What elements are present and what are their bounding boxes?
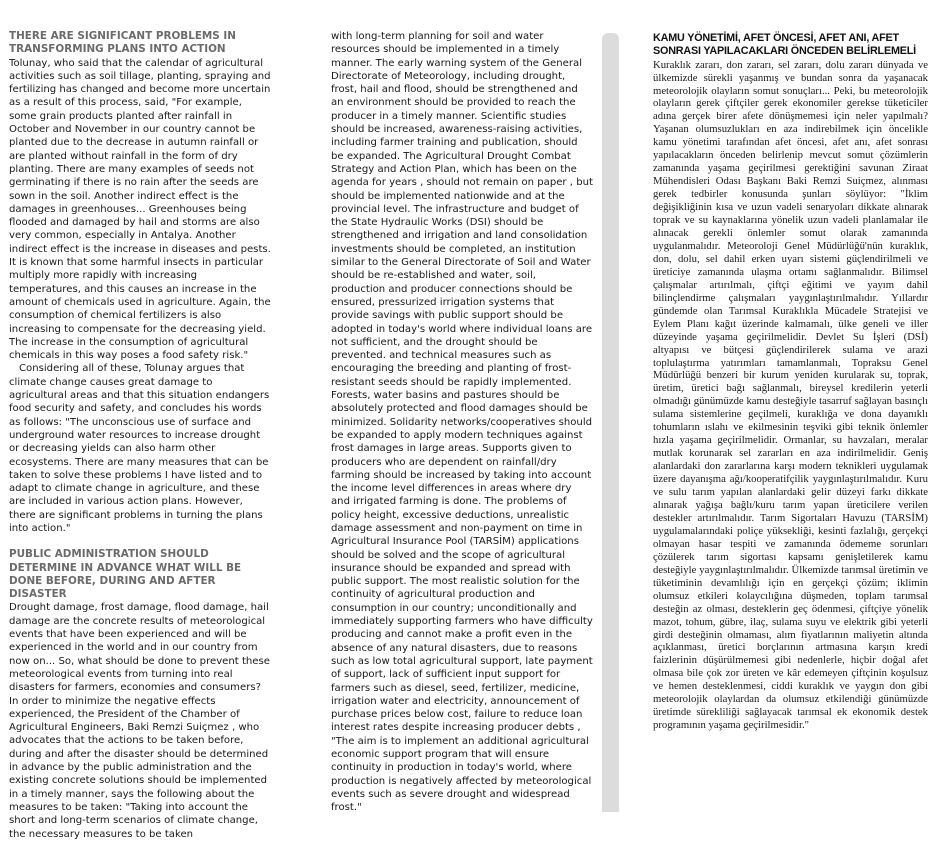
english-column-2 xyxy=(331,30,593,815)
body-paragraph: Considering all of these, Tolunay argues that climate change causes great damage to agricultural areas and that this situation endangers food security and safety, and concludes his words as follows: "The unconscious use of surface and underground water resources to increase drought or decreasing yields can also harm other ecosystems. There are many measures that can be taken to solve these problems I have listed and to adapt to climate change in agriculture, and these are included in various action plans. However, there are significant problems in turning the plans into action." xyxy=(9,363,270,534)
column-divider-bar xyxy=(602,33,619,812)
english-column-1 xyxy=(9,30,271,841)
body-paragraph: Tolunay, who said that the calendar of agricultural activities such as soil tillage, planting, spraying and fertilizing has changed and become more uncertain as a result of this process, said, "For example, some grain products planted after rainfall in October and November in our country cannot be planted due to the decrease in autumn rainfall or are planted without rainfall in the form of dry planting. There are many examples of seeds not germinating if there is no rain after the seeds are sown in the soil. Another indirect effect is the damages in greenhouses... Greenhouses being flooded and damaged by hail and storms are also very common, especially in Antalya. Another indirect effect is the increase in diseases and pests. It is known that some harmful insects in particular multiply more rapidly with increasing temperatures, and this causes an increase in the amount of chemicals used in agriculture. Again, the consumption of chemical fertilizers is also increasing to compensate for the decreasing yield. The increase in the consumption of agricultural chemicals in this way poses a food safety risk." xyxy=(9,57,271,362)
body-paragraph: Kuraklık zararı, don zararı, sel zararı, dolu zararı dünyada ve ülkemizde sürekli yaşanmış ve bundan sonra da yaşanacak meteorolojik olayların somut sonuçları... Peki, bu meteorolojik olayların gerek çiftçiler gerek ekonomiler gerekse tüketiciler adına gerçek birer afete dönüşmemesi için neler yapılmalı? Yaşanan olumsuzlukları en aza indirebilmek için öncelikle kamu yönetimi tarafından afet öncesi, afet anı, afet sonrası yapılacakların önceden belirlenip mevcut somut çözümlerin zamanında yaşama geçirilmesi gerektiğini savunan Ziraat Mühendisleri Odası Başkanı Baki Remzi Suiçmez, alınması gerek tedbirler konusunda şunları söylüyor: "İklim değişikliğinin kısa ve uzun vadeli senaryoları dikkate alınarak toprak ve su kaynaklarına yönelik uzun vadeli planlamalar ile alınacak gerekli önlemler somut olarak zamanında uygulanmalıdır. Meteoroloji Genel Müdürlüğü'nün kuraklık, don, dolu, sel dahil erken uyarı sistemi güçlendirilmeli ve üreticiye zamanında ulaşma ortamı sağlanmalıdır. Bilimsel çalışmalar artırılmalı, çiftçi eğitimi ve yayım dahil bilinçlendirme çalışmaları yaygınlaştırılmalıdır. Yıllardır gündemde olan Tarımsal Kuraklıkla Mücadele Stratejisi ve Eylem Planı kağıt üzerinde kalmamalı, ülke geneli ve iller düzeyinde yaşama geçirilmelidir. Devlet Su İşleri (DSİ) altyapısı ve bütçesi güçlendirilerek sulama ve arazi toplulaştırma yatırımları tamamlanmalı, Topraksu Genel Müdürlüğü benzeri bir kurum yeniden kurularak su, toprak, üretim, üretici bağı sağlanmalı, bireysel kredilerin yeterli olmadığı günümüzde kamu desteğiyle tasarruf sağlayan basınçlı sulama sistemlerine geçilmeli, kuraklığa ve dona dayanıklı tohumların ıslahı ve ekilmesinin teşviki gibi teknik önlemler hızla yaşama geçirilmelidir. Ormanlar, su havzaları, meralar mutlak korunarak sel zararları en aza indirilmelidir. Geniş alanlardaki don zararlarına karşı modern teknikleri uygulamak üzere dayanışma ağı/kooperatifçilik yaygınlaştırılmalıdır. Kuru ve sulu tarım yapılan alanlardaki gelir düzeyi farkı dikkate alınarak yağışa bağlı/kuru tarım yapan üreticilere verilen destekler artırılmalıdır. Tarım Sigortaları Havuzu (TARSİM) uygulamalarındaki poliçe yüksekliği, kesinti fazlalığı, gerçekçi olmayan hasar tespiti ve zamanında ödememe sorunları çözülerek tarım sigortası kapsamı genişletilerek kamu desteğiyle yaygınlaştırılmalıdır. Ülkemizde tarımsal üretimin ve tüketiminin devamlılığı için en gerçekçi çözüm; iklimin olumsuz etkileri kolaycılığına düşmeden, toplam tarımsal desteğin az olması, desteklerin geç ödenmesi, çiftçiye yönelik mazot, tohum, gübre, ilaç, sulama suyu ve elektrik gibi yeterli girdi desteğinin olmaması, alım fiyatlarının maliyetin altında açıklanması, üretici borçlarının artmasına karşın kredi faizlerinin düşürülmemesi gibi nedenlerle, hiçbir doğal afet olmasa bile çok zor üreten ve kâr edemeyen çiftçinin koşulsuz ve hemen desteklenmesi, ciddi kuraklık ve yaygın don gibi meteorolojik olaylardan da olumsuz etkilendiği günümüzde üretimde sürekliliği sağlayacak tarımsal ek ekonomik destek programının yaşama geçirilmesidir." xyxy=(653,58,928,732)
body-paragraph: Drought damage, frost damage, flood damage, hail damage are the concrete results of meteorological events that have been experienced and will be experienced in the world and in our country from now on... So, what should be done to prevent these meteorological events from turning into real disasters for farmers, economies and consumers? In order to minimize the negative effects experienced, the President of the Chamber of Agricultural Engineers, Baki Remzi Suiçmez , who advocates that the actions to be taken before, during and after the disaster should be determined in advance by the public administration and the existing concrete solutions should be implemented in a timely manner, says the following about the measures to be taken: "Taking into account the short and long-term scenarios of climate change, the necessary measures to be taken xyxy=(9,602,270,840)
body-paragraph: with long-term planning for soil and water resources should be implemented in a timely manner. The early warning system of the General Directorate of Meteorology, including drought, frost, hail and flood, should be strengthened and an environment should be provided to reach the producer in a timely manner. Scientific studies should be increased, awareness-raising activities, including farmer training and publication, should be expanded. The Agricultural Drought Combat Strategy and Action Plan, which has been on the agenda for years , should not remain on paper , but should be implemented nationwide and at the provincial level. The infrastructure and budget of the State Hydraulic Works (DSI) should be strengthened and irrigation and land consolidation investments should be completed, an institution similar to the General Directorate of Soil and Water should be re-established and water, soil, production and producer connections should be ensured, pressurized irrigation systems that provide savings with public support should be adopted in today's world where individual loans are not sufficient, and the drought should be prevented. and technical measures such as encouraging the breeding and planting of frost-resistant seeds should be rapidly implemented. Forests, water basins and pastures should be absolutely protected and flood damages should be minimized. Solidarity networks/cooperatives should be expanded to apply modern techniques against frost damages in large areas. Supports given to producers who are dependent on rainfall/dry farming should be increased by taking into account the income level differences in areas where dry and irrigated farming is done. The problems of policy height, excessive deductions, unrealistic damage assessment and non-payment on time in Agricultural Insurance Pool (TARSİM) applications should be solved and the scope of agricultural insurance should be expanded and spread with public support. The most realistic solution for the continuity of agricultural production and consumption in our country; unconditionally and immediately supporting farmers who have difficulty producing and cannot make a profit even in the absence of any natural disasters, due to reasons such as low total agricultural support, late payment of support, lack of sufficient input support for farmers such as diesel, seed, fertilizer, medicine, irrigation water and electricity, announcement of purchase prices below cost, failure to reduce loan interest rates despite increasing producer debts , "The aim is to implement an additional agricultural economic support program that will ensure continuity in production in today's world, where production is negatively affected by meteorological events such as severe drought and widespread frost." xyxy=(331,31,593,814)
section-heading: THERE ARE SIGNIFICANT PROBLEMS IN TRANSFORMING PLANS INTO ACTION xyxy=(9,30,236,56)
turkish-column xyxy=(653,32,928,732)
section-heading: PUBLIC ADMINISTRATION SHOULD DETERMINE IN ADVANCE WHAT WILL BE DONE BEFORE, DURING AND AFTER DISASTER xyxy=(9,548,242,601)
section-heading: KAMU YÖNETİMİ, AFET ÖNCESİ, AFET ANI, AFET SONRASI YAPILACAKLARI ÖNCEDEN BELİRLEMELİ xyxy=(653,32,916,58)
